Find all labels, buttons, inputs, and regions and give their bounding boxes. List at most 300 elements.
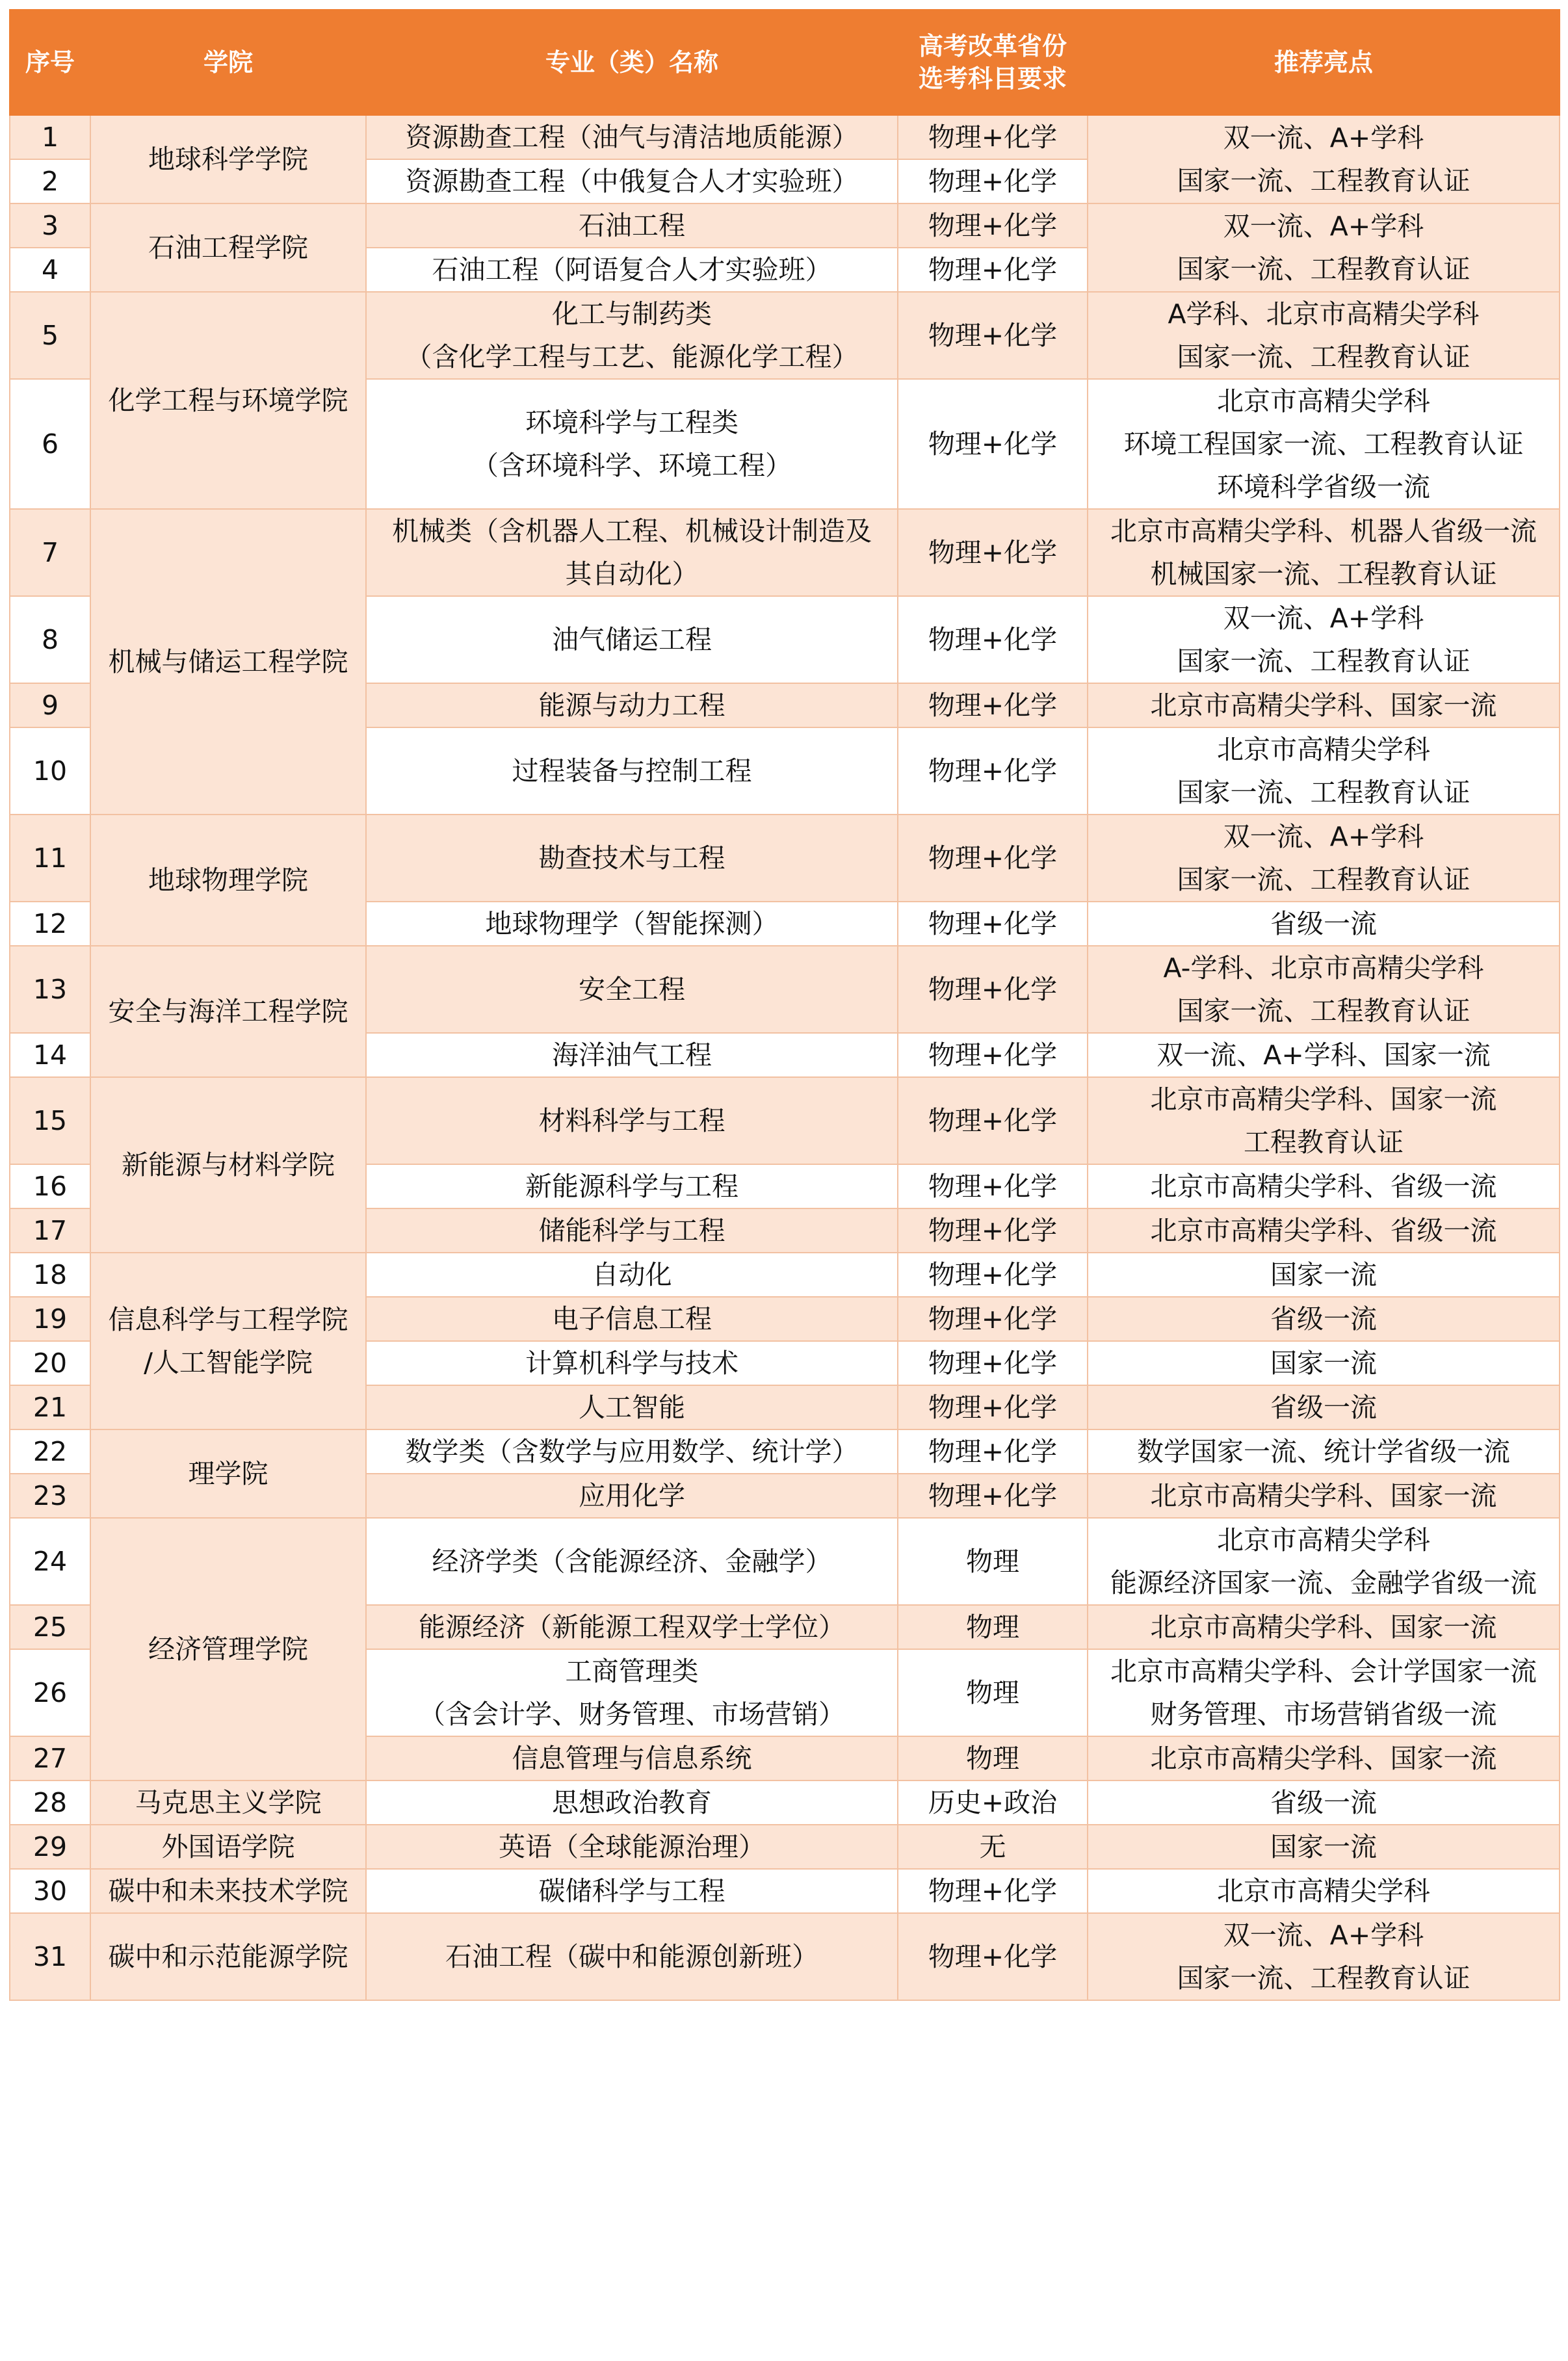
subjects-cell-line: 物理+化学	[928, 166, 1058, 197]
highlight-cell-line: 省级一流	[1270, 1303, 1377, 1335]
highlight-cell	[1088, 292, 1560, 379]
header-subjects-line2: 选考科目要求	[918, 64, 1067, 93]
subjects-cell	[898, 379, 1088, 509]
highlight-cell-line: 环境科学省级一流	[1217, 471, 1430, 502]
college-cell	[90, 1518, 366, 1781]
highlight-cell-line: 省级一流	[1270, 1392, 1377, 1423]
college-cell-line: 经济管理学院	[148, 1634, 308, 1665]
seq-cell	[10, 683, 90, 727]
major-cell	[366, 1649, 898, 1736]
college-cell	[90, 203, 366, 292]
subjects-cell-line: 物理+化学	[928, 1348, 1058, 1379]
major-cell-line: 其自动化）	[565, 558, 699, 590]
seq-cell-line: 14	[33, 1039, 68, 1071]
subjects-cell	[898, 815, 1088, 902]
table-row	[10, 1781, 1560, 1825]
highlight-cell-line: 北京市高精尖学科	[1217, 734, 1430, 765]
major-cell-line: 材料科学与工程	[538, 1105, 725, 1136]
highlight-cell	[1088, 1297, 1560, 1341]
highlight-cell-line: 双一流、A+学科	[1223, 211, 1424, 242]
table-row	[10, 815, 1560, 902]
seq-cell	[10, 1208, 90, 1253]
seq-cell	[10, 1077, 90, 1164]
college-cell-line: 地球科学学院	[148, 144, 308, 175]
highlight-cell-line: 环境工程国家一流、工程教育认证	[1123, 428, 1524, 460]
highlight-cell	[1088, 1605, 1560, 1649]
highlight-cell-line: 北京市高精尖学科、会计学国家一流	[1110, 1656, 1537, 1687]
seq-cell	[10, 596, 90, 683]
highlight-cell-line: 北京市高精尖学科	[1217, 385, 1430, 417]
major-cell	[366, 292, 898, 379]
highlight-cell-line: 北京市高精尖学科、国家一流	[1150, 1084, 1497, 1115]
major-cell	[366, 115, 898, 159]
major-cell	[366, 509, 898, 596]
subjects-cell	[898, 1781, 1088, 1825]
subjects-cell-line: 物理+化学	[928, 1303, 1058, 1335]
highlight-cell-line: 北京市高精尖学科、国家一流	[1150, 1611, 1497, 1643]
seq-cell	[10, 248, 90, 292]
highlight-cell-line: 国家一流、工程教育认证	[1177, 864, 1470, 895]
major-cell-line: 安全工程	[579, 974, 685, 1005]
subjects-cell-line: 物理+化学	[928, 1436, 1058, 1467]
major-cell	[366, 379, 898, 509]
major-cell	[366, 1869, 898, 1913]
major-cell-line: 数学类（含数学与应用数学、统计学）	[405, 1436, 859, 1467]
seq-cell	[10, 1341, 90, 1385]
seq-cell-line: 1	[41, 122, 59, 153]
highlight-cell-line: 国家一流、工程教育认证	[1177, 254, 1470, 285]
table-header-row	[10, 10, 1560, 115]
major-cell-line: 自动化	[592, 1259, 672, 1290]
seq-cell	[10, 946, 90, 1033]
subjects-cell-line: 物理+化学	[928, 320, 1058, 351]
seq-cell	[10, 1474, 90, 1518]
seq-cell	[10, 1164, 90, 1208]
college-cell-line: 石油工程学院	[148, 232, 308, 263]
subjects-cell	[898, 1649, 1088, 1736]
college-cell-line: 机械与储运工程学院	[108, 646, 348, 677]
highlight-cell-line: 北京市高精尖学科	[1217, 1524, 1430, 1556]
subjects-cell-line: 物理+化学	[928, 1392, 1058, 1423]
seq-cell	[10, 509, 90, 596]
highlight-cell-line: 财务管理、市场营销省级一流	[1150, 1699, 1497, 1730]
table-row	[10, 509, 1560, 596]
subjects-cell-line: 物理+化学	[928, 210, 1058, 241]
highlight-cell-line: 国家一流、工程教育认证	[1177, 646, 1470, 677]
college-cell-line: 理学院	[188, 1458, 268, 1489]
major-cell	[366, 1297, 898, 1341]
highlight-cell-line: A-学科、北京市高精尖学科	[1163, 952, 1484, 984]
subjects-cell	[898, 1429, 1088, 1474]
major-cell	[366, 1474, 898, 1518]
seq-cell-line: 22	[33, 1436, 68, 1467]
college-cell	[90, 115, 366, 203]
college-cell	[90, 946, 366, 1077]
highlight-cell	[1088, 379, 1560, 509]
college-cell	[90, 1253, 366, 1429]
highlight-cell	[1088, 1913, 1560, 2000]
highlight-cell-line: 国家一流、工程教育认证	[1177, 165, 1470, 196]
subjects-cell-line: 历史+政治	[928, 1787, 1058, 1818]
major-cell	[366, 1825, 898, 1869]
college-cell	[90, 1429, 366, 1518]
major-cell-line: 电子信息工程	[552, 1303, 712, 1335]
seq-cell	[10, 1518, 90, 1605]
subjects-cell-line: 物理+化学	[928, 1875, 1058, 1907]
seq-cell-line: 8	[41, 624, 59, 655]
seq-cell	[10, 159, 90, 203]
subjects-cell-line: 物理+化学	[928, 755, 1058, 787]
highlight-cell-line: 能源经济国家一流、金融学省级一流	[1110, 1567, 1537, 1598]
seq-cell-line: 19	[33, 1303, 68, 1335]
header-subjects	[898, 10, 1088, 115]
seq-cell-line: 25	[33, 1611, 68, 1643]
subjects-cell	[898, 1164, 1088, 1208]
college-cell-line: 外国语学院	[161, 1831, 295, 1862]
seq-cell-line: 16	[33, 1171, 68, 1202]
highlight-cell-line: A学科、北京市高精尖学科	[1168, 298, 1480, 330]
major-cell-line: 能源经济（新能源工程双学士学位）	[419, 1611, 845, 1643]
college-cell-line: 安全与海洋工程学院	[108, 996, 348, 1027]
major-cell-line: 碳储科学与工程	[538, 1875, 725, 1907]
subjects-cell	[898, 115, 1088, 159]
seq-cell-line: 6	[41, 428, 59, 460]
seq-cell-line: 24	[33, 1546, 68, 1577]
college-cell-line: /人工智能学院	[144, 1347, 313, 1378]
subjects-cell-line: 物理+化学	[928, 254, 1058, 285]
highlight-cell-line: 国家一流、工程教育认证	[1177, 1963, 1470, 1994]
seq-cell-line: 27	[33, 1743, 68, 1774]
major-cell-line: 石油工程	[579, 210, 685, 241]
subjects-cell-line: 物理+化学	[928, 908, 1058, 939]
major-cell-line: 资源勘查工程（油气与清洁地质能源）	[405, 122, 859, 153]
major-cell-line: 石油工程（碳中和能源创新班）	[445, 1941, 818, 1972]
highlight-cell-line: 北京市高精尖学科、国家一流	[1150, 1743, 1497, 1774]
subjects-cell	[898, 203, 1088, 248]
seq-cell	[10, 1385, 90, 1429]
major-cell	[366, 1736, 898, 1781]
major-cell-line: 地球物理学（智能探测）	[485, 908, 779, 939]
highlight-cell	[1088, 1341, 1560, 1385]
seq-cell-line: 26	[33, 1677, 68, 1708]
subjects-cell	[898, 1253, 1088, 1297]
header-college: 学院	[90, 10, 366, 115]
seq-cell-line: 2	[41, 166, 59, 197]
highlight-cell-line: 国家一流、工程教育认证	[1177, 995, 1470, 1026]
highlight-cell	[1088, 683, 1560, 727]
header-highlights: 推荐亮点	[1088, 10, 1560, 115]
table-row	[10, 1429, 1560, 1474]
seq-cell-line: 23	[33, 1480, 68, 1511]
major-cell-line: 储能科学与工程	[538, 1215, 725, 1246]
highlight-cell	[1088, 115, 1560, 203]
highlight-cell	[1088, 1429, 1560, 1474]
major-cell	[366, 1781, 898, 1825]
subjects-cell	[898, 902, 1088, 946]
major-cell-line: 人工智能	[579, 1392, 685, 1423]
seq-cell	[10, 1913, 90, 2000]
subjects-cell-line: 物理	[966, 1743, 1019, 1774]
major-cell	[366, 727, 898, 815]
seq-cell	[10, 115, 90, 159]
table-row	[10, 115, 1560, 159]
major-cell-line: 信息管理与信息系统	[512, 1743, 752, 1774]
subjects-cell	[898, 1341, 1088, 1385]
major-cell-line: （含环境科学、环境工程）	[472, 450, 792, 481]
seq-cell-line: 9	[41, 690, 59, 721]
seq-cell	[10, 1781, 90, 1825]
major-cell	[366, 946, 898, 1033]
highlight-cell	[1088, 902, 1560, 946]
college-cell-line: 地球物理学院	[148, 865, 308, 896]
seq-cell-line: 4	[41, 254, 59, 285]
major-cell	[366, 1385, 898, 1429]
major-cell-line: （含会计学、财务管理、市场营销）	[419, 1699, 845, 1730]
highlight-cell-line: 国家一流	[1270, 1348, 1377, 1379]
subjects-cell	[898, 159, 1088, 203]
subjects-cell	[898, 1869, 1088, 1913]
seq-cell-line: 31	[33, 1941, 68, 1972]
subjects-cell-line: 物理+化学	[928, 1259, 1058, 1290]
major-cell	[366, 815, 898, 902]
highlight-cell-line: 北京市高精尖学科、省级一流	[1150, 1171, 1497, 1202]
header-seq: 序号	[10, 10, 90, 115]
college-cell-line: 新能源与材料学院	[122, 1149, 335, 1180]
highlight-cell	[1088, 509, 1560, 596]
highlight-cell	[1088, 1253, 1560, 1297]
table-row	[10, 946, 1560, 1033]
highlight-cell-line: 双一流、A+学科	[1223, 603, 1424, 634]
highlight-cell	[1088, 1077, 1560, 1164]
seq-cell	[10, 815, 90, 902]
major-cell-line: 思想政治教育	[552, 1787, 712, 1818]
major-cell-line: 过程装备与控制工程	[512, 755, 752, 787]
table-row	[10, 1253, 1560, 1297]
major-cell-line: 油气储运工程	[552, 624, 712, 655]
subjects-cell-line: 物理+化学	[928, 122, 1058, 153]
seq-cell	[10, 1736, 90, 1781]
seq-cell-line: 30	[33, 1875, 68, 1907]
subjects-cell-line: 物理+化学	[928, 842, 1058, 874]
major-cell	[366, 1253, 898, 1297]
table-row	[10, 1518, 1560, 1605]
highlight-cell	[1088, 727, 1560, 815]
subjects-cell	[898, 1385, 1088, 1429]
major-cell	[366, 1208, 898, 1253]
subjects-cell	[898, 1825, 1088, 1869]
subjects-cell	[898, 1913, 1088, 2000]
highlight-cell-line: 国家一流、工程教育认证	[1177, 777, 1470, 808]
highlight-cell	[1088, 1033, 1560, 1077]
college-cell-line: 碳中和未来技术学院	[108, 1875, 348, 1907]
highlight-cell-line: 北京市高精尖学科、国家一流	[1150, 1480, 1497, 1511]
seq-cell	[10, 727, 90, 815]
highlight-cell-line: 北京市高精尖学科	[1217, 1875, 1430, 1907]
major-cell-line: 石油工程（阿语复合人才实验班）	[432, 254, 832, 285]
college-cell	[90, 1869, 366, 1913]
subjects-cell-line: 物理	[966, 1677, 1019, 1708]
college-cell	[90, 1077, 366, 1253]
subjects-cell	[898, 292, 1088, 379]
seq-cell	[10, 1429, 90, 1474]
major-cell	[366, 902, 898, 946]
subjects-cell-line: 物理	[966, 1611, 1019, 1643]
subjects-cell-line: 物理+化学	[928, 1941, 1058, 1972]
college-cell	[90, 1913, 366, 2000]
major-cell	[366, 1518, 898, 1605]
major-cell-line: 新能源科学与工程	[525, 1171, 738, 1202]
major-cell-line: 海洋油气工程	[552, 1039, 712, 1071]
highlight-cell-line: 省级一流	[1270, 1787, 1377, 1818]
seq-cell	[10, 1253, 90, 1297]
seq-cell-line: 20	[33, 1348, 68, 1379]
highlight-cell	[1088, 1869, 1560, 1913]
college-cell-line: 信息科学与工程学院	[108, 1304, 348, 1335]
seq-cell	[10, 203, 90, 248]
college-cell	[90, 815, 366, 946]
college-cell	[90, 1781, 366, 1825]
seq-cell	[10, 1605, 90, 1649]
highlight-cell	[1088, 946, 1560, 1033]
major-cell	[366, 1033, 898, 1077]
highlight-cell	[1088, 1474, 1560, 1518]
subjects-cell-line: 物理+化学	[928, 1171, 1058, 1202]
subjects-cell-line: 物理+化学	[928, 537, 1058, 568]
major-cell-line: 资源勘查工程（中俄复合人才实验班）	[405, 166, 859, 197]
major-cell	[366, 1913, 898, 2000]
highlight-cell-line: 省级一流	[1270, 908, 1377, 939]
highlight-cell	[1088, 1736, 1560, 1781]
seq-cell	[10, 1825, 90, 1869]
seq-cell	[10, 1649, 90, 1736]
seq-cell-line: 13	[33, 974, 68, 1005]
major-cell-line: 机械类（含机器人工程、机械设计制造及	[392, 515, 872, 547]
seq-cell	[10, 902, 90, 946]
seq-cell-line: 17	[33, 1215, 68, 1246]
seq-cell-line: 29	[33, 1831, 68, 1862]
major-cell	[366, 1341, 898, 1385]
subjects-cell	[898, 1208, 1088, 1253]
college-cell	[90, 1825, 366, 1869]
table-row	[10, 1869, 1560, 1913]
major-cell	[366, 1605, 898, 1649]
major-cell-line: 化工与制药类	[552, 298, 712, 330]
table-row	[10, 292, 1560, 379]
highlight-cell-line: 双一流、A+学科、国家一流	[1156, 1039, 1491, 1071]
highlight-cell	[1088, 1164, 1560, 1208]
major-cell-line: 计算机科学与技术	[525, 1348, 738, 1379]
major-cell-line: （含化学工程与工艺、能源化学工程）	[405, 341, 859, 372]
table-row	[10, 1825, 1560, 1869]
seq-cell-line: 12	[33, 908, 68, 939]
highlight-cell-line: 国家一流	[1270, 1259, 1377, 1290]
major-cell	[366, 1164, 898, 1208]
subjects-cell	[898, 1474, 1088, 1518]
major-cell-line: 环境科学与工程类	[525, 407, 738, 438]
subjects-cell	[898, 1297, 1088, 1341]
major-cell-line: 经济学类（含能源经济、金融学）	[432, 1546, 832, 1577]
highlight-cell	[1088, 203, 1560, 292]
college-cell	[90, 292, 366, 509]
college-cell-line: 马克思主义学院	[135, 1787, 322, 1818]
admissions-table	[9, 9, 1560, 2001]
seq-cell-line: 5	[41, 320, 59, 351]
seq-cell-line: 21	[33, 1392, 68, 1423]
college-cell-line: 碳中和示范能源学院	[108, 1941, 348, 1972]
seq-cell	[10, 1033, 90, 1077]
highlight-cell-line: 双一流、A+学科	[1223, 1920, 1424, 1951]
subjects-cell-line: 物理+化学	[928, 1215, 1058, 1246]
highlight-cell	[1088, 1649, 1560, 1736]
seq-cell-line: 11	[33, 842, 68, 874]
highlight-cell	[1088, 1385, 1560, 1429]
highlight-cell-line: 国家一流	[1270, 1831, 1377, 1862]
highlight-cell	[1088, 815, 1560, 902]
major-cell	[366, 1429, 898, 1474]
major-cell-line: 勘查技术与工程	[538, 842, 725, 874]
subjects-cell-line: 物理+化学	[928, 974, 1058, 1005]
subjects-cell-line: 物理+化学	[928, 690, 1058, 721]
seq-cell-line: 3	[41, 210, 59, 241]
subjects-cell	[898, 1077, 1088, 1164]
major-cell	[366, 596, 898, 683]
major-cell	[366, 159, 898, 203]
highlight-cell-line: 北京市高精尖学科、国家一流	[1150, 690, 1497, 721]
subjects-cell	[898, 1605, 1088, 1649]
subjects-cell	[898, 727, 1088, 815]
highlight-cell	[1088, 1518, 1560, 1605]
highlight-cell-line: 工程教育认证	[1244, 1127, 1404, 1158]
subjects-cell-line: 物理+化学	[928, 624, 1058, 655]
seq-cell	[10, 1297, 90, 1341]
seq-cell-line: 7	[41, 537, 59, 568]
major-cell	[366, 203, 898, 248]
highlight-cell-line: 北京市高精尖学科、机器人省级一流	[1110, 515, 1537, 547]
seq-cell	[10, 1869, 90, 1913]
subjects-cell-line: 物理+化学	[928, 1105, 1058, 1136]
subjects-cell-line: 物理+化学	[928, 428, 1058, 460]
subjects-cell	[898, 596, 1088, 683]
subjects-cell	[898, 946, 1088, 1033]
seq-cell-line: 15	[33, 1105, 68, 1136]
highlight-cell-line: 数学国家一流、统计学省级一流	[1137, 1436, 1510, 1467]
subjects-cell-line: 无	[979, 1831, 1006, 1862]
highlight-cell-line: 北京市高精尖学科、省级一流	[1150, 1215, 1497, 1246]
highlight-cell	[1088, 596, 1560, 683]
subjects-cell	[898, 1518, 1088, 1605]
college-cell	[90, 509, 366, 815]
highlight-cell-line: 双一流、A+学科	[1223, 122, 1424, 153]
seq-cell-line: 28	[33, 1787, 68, 1818]
subjects-cell	[898, 509, 1088, 596]
college-cell-line: 化学工程与环境学院	[108, 385, 348, 416]
subjects-cell-line: 物理+化学	[928, 1039, 1058, 1071]
major-cell	[366, 683, 898, 727]
seq-cell-line: 10	[33, 755, 68, 787]
major-cell	[366, 248, 898, 292]
highlight-cell	[1088, 1781, 1560, 1825]
subjects-cell-line: 物理	[966, 1546, 1019, 1577]
major-cell-line: 应用化学	[579, 1480, 685, 1511]
header-major: 专业（类）名称	[366, 10, 898, 115]
header-subjects-line1: 高考改革省份	[918, 32, 1067, 60]
subjects-cell-line: 物理+化学	[928, 1480, 1058, 1511]
table-row	[10, 203, 1560, 248]
subjects-cell	[898, 1736, 1088, 1781]
table-row	[10, 1913, 1560, 2000]
highlight-cell-line: 双一流、A+学科	[1223, 821, 1424, 852]
highlight-cell-line: 国家一流、工程教育认证	[1177, 341, 1470, 372]
